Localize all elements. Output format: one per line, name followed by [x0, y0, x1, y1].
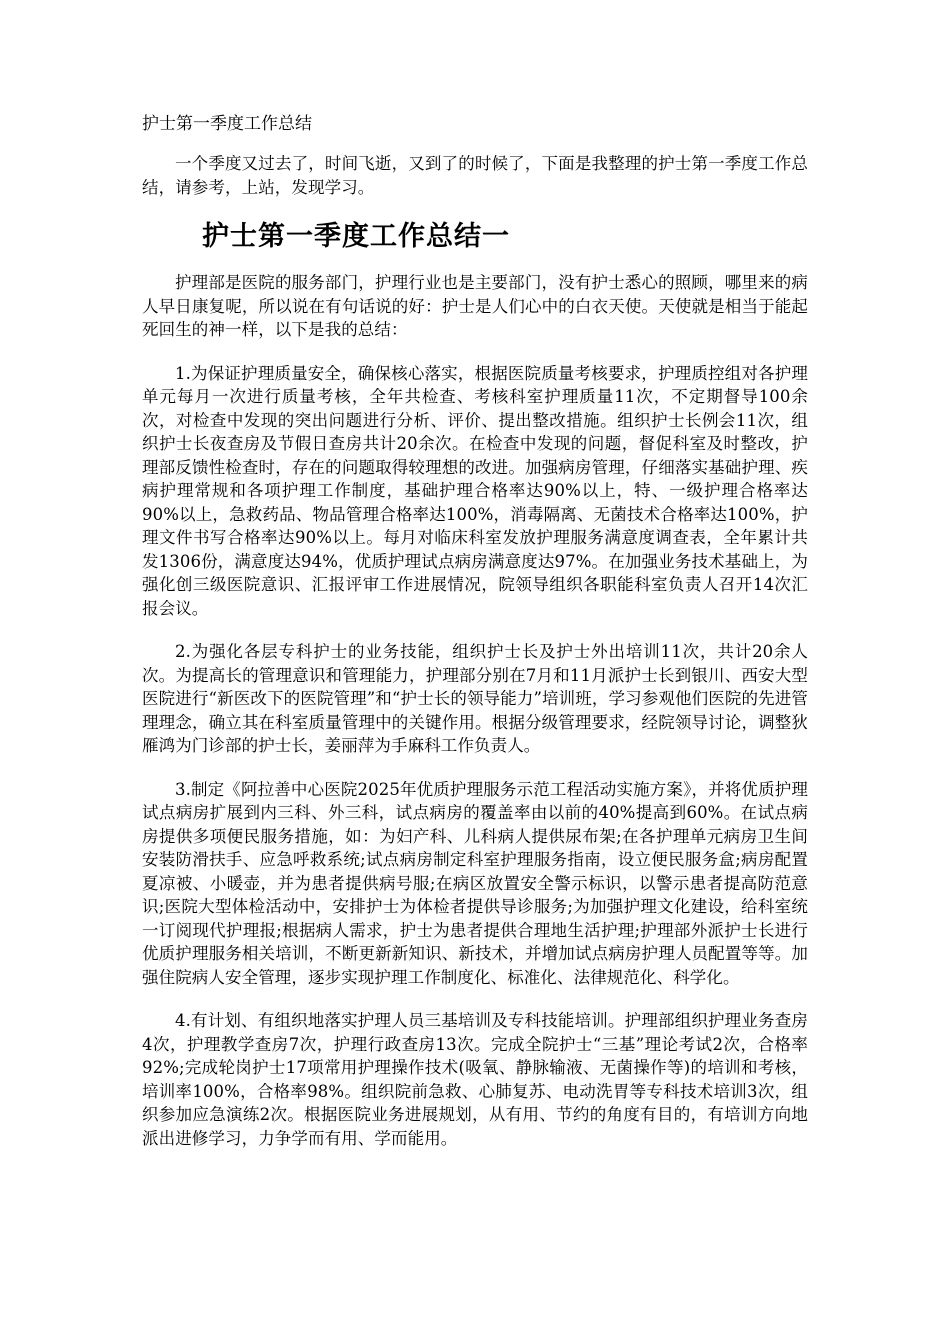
section-heading: 护士第一季度工作总结一: [202, 221, 510, 252]
document-title: 护士第一季度工作总结: [142, 114, 312, 134]
body-paragraph-2: 1.为保证护理质量安全，确保核心落实，根据医院质量考核要求，护理质控组对各护理单元每月一次进行质量考核，全年共检查、考核科室护理质量11次，不定期督导100余次，对检查中发现的突出问题进行分析、评价、提出整改措施。组织护士长例会11次，组织护士长夜查房及节假日查房共计20余次。在检查中发现的问题，督促科室及时整改，护理部反馈性检查时，存在的问题取得较理想的改进。加强病房管理，仔细落实基础护理、疾病护理常规和各项护理工作制度，基础护理合格率达90%以上，特、一级护理合格率达90%以上，急救药品、物品管理合格率达100%，消毒隔离、无菌技术合格率达100%，护理文件书写合格率达90%以上。每月对临床科室发放护理服务满意度调查表，全年累计共发1306份，满意度达94%，优质护理试点病房满意度达97%。在加强业务技术基础上，为强化创三级医院意识、汇报评审工作进展情况，院领导组织各职能科室负责人召开14次汇报会议。: [142, 363, 808, 618]
body-paragraph-1: 护理部是医院的服务部门，护理行业也是主要部门，没有护士悉心的照顾，哪里来的病人早日康复呢，所以说在有句话说的好：护士是人们心中的白衣天使。天使就是相当于能起死回生的神一样，以下是我的总结：: [142, 273, 808, 339]
body-paragraph-3: 2.为强化各层专科护士的业务技能，组织护士长及护士外出培训11次，共计20余人次。为提高长的管理意识和管理能力，护理部分别在7月和11月派护士长到银川、西安大型医院进行“新医改下的医院管理”和“护士长的领导能力”培训班，学习参观他们医院的先进管理理念，确立其在科室质量管理中的关键作用。根据分级管理要求，经院领导讨论，调整狄雁鸿为门诊部的护士长，姜丽萍为手麻科工作负责人。: [142, 642, 808, 755]
intro-paragraph: 一个季度又过去了，时间飞逝，又到了的时候了，下面是我整理的护士第一季度工作总结，请参考，上站，发现学习。: [142, 154, 808, 197]
body-paragraph-4: 3.制定《阿拉善中心医院2025年优质护理服务示范工程活动实施方案》，并将优质护理试点病房扩展到内三科、外三科，试点病房的覆盖率由以前的40%提高到60%。在试点病房提供多项便民服务措施，如：为妇产科、儿科病人提供尿布架;在各护理单元病房卫生间安装防滑扶手、应急呼救系统;试点病房制定科室护理服务指南，设立便民服务盒;病房配置夏凉被、小暖壶，并为患者提供病号服;在病区放置安全警示标识，以警示患者提高防范意识;医院大型体检活动中，安排护士为体检者提供导诊服务;为加强护理文化建设，给科室统一订阅现代护理报;根据病人需求，护士为患者提供合理地生活护理;护理部外派护士长进行优质护理服务相关培训，不断更新新知识、新技术，并增加试点病房护理人员配置等等。加强住院病人安全管理，逐步实现护理工作制度化、标准化、法律规范化、科学化。: [142, 779, 808, 987]
document-page: [142, 112, 808, 1170]
body-paragraph-5: 4.有计划、有组织地落实护理人员三基培训及专科技能培训。护理部组织护理业务查房4次，护理教学查房7次，护理行政查房13次。完成全院护士“三基”理论考试2次，合格率92%;完成轮岗护士17项常用护理操作技术(吸氧、静脉输液、无菌操作等)的培训和考核，培训率100%，合格率98%。组织院前急救、心肺复苏、电动洗胃等专科技术培训3次，组织参加应急演练2次。根据医院业务进展规划，从有用、节约的角度有目的，有培训方向地派出进修学习，力争学而有用、学而能用。: [142, 1011, 808, 1148]
